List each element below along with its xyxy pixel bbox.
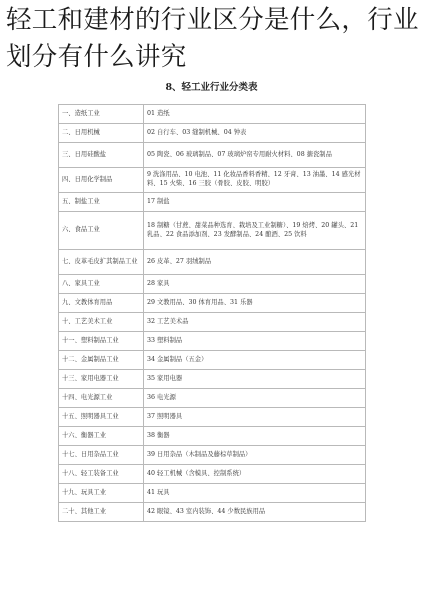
table-row [59,294,366,313]
table-row [59,168,366,193]
table-row [59,351,366,370]
table-row [59,370,366,389]
products-cell: 36 电光源 [144,389,366,408]
industry-cell: 一、造纸工业 [59,105,144,124]
products-cell: 41 玩具 [144,484,366,503]
industry-cell: 十七、日用杂品工业 [59,446,144,465]
industry-cell: 六、食品工业 [59,212,144,250]
industry-cell: 四、日用化学制品 [59,168,144,193]
table-row [59,446,366,465]
table-row [59,124,366,143]
article-headline: 轻工和建材的行业区分是什么，行业划分有什么讲究 [6,5,419,72]
industry-cell: 十六、衡器工业 [59,427,144,446]
table-row [59,503,366,522]
industry-cell: 十五、照明器具工业 [59,408,144,427]
industry-cell: 十八、轻工装备工业 [59,465,144,484]
industry-cell: 十九、玩具工业 [59,484,144,503]
table-row [59,389,366,408]
industry-cell: 十二、金属制品工业 [59,351,144,370]
industry-cell: 十一、塑料制品工业 [59,332,144,351]
industry-cell: 五、制盐工业 [59,193,144,212]
products-cell: 34 金属制品（五金） [144,351,366,370]
table-row [59,212,366,250]
products-cell: 26 皮革、27 羽绒制品 [144,250,366,275]
table-row [59,332,366,351]
products-cell: 39 日用杂品（木制品及藤棕草制品） [144,446,366,465]
table-row [59,465,366,484]
industry-cell: 二、日用机械 [59,124,144,143]
table-title: 8、轻工业行业分类表 [165,82,258,93]
table-row [59,313,366,332]
industry-cell: 十、工艺美术工业 [59,313,144,332]
products-cell: 9 洗涤用品、10 电池、11 化妆品香料香精、12 牙膏、13 油墨、14 感光材料、15 火柴、16 三胶（骨胶、皮胶、明胶） [144,168,366,193]
industry-cell: 十四、电光源工业 [59,389,144,408]
products-cell: 01 造纸 [144,105,366,124]
table-row [59,193,366,212]
products-cell: 17 制盐 [144,193,366,212]
table-row [59,250,366,275]
industry-classification-table [58,104,366,522]
industry-cell: 十三、家用电器工业 [59,370,144,389]
industry-cell: 九、文教体育用品 [59,294,144,313]
products-cell: 18 制糖（甘蔗、甜菜品种选育、栽培及工业制糖）、19 焙烤、20 罐头、21 乳品、22 食品添加剂、23 发酵制品、24 酿酒、25 饮料 [144,212,366,250]
table-row [59,427,366,446]
table-row [59,105,366,124]
industry-cell: 八、家具工业 [59,275,144,294]
products-cell: 29 文教用品、30 体育用品、31 乐器 [144,294,366,313]
products-cell: 32 工艺美术品 [144,313,366,332]
products-cell: 38 衡器 [144,427,366,446]
products-cell: 05 陶瓷、06 玻璃制品、07 玻璃炉窑专用耐火材料、08 搪瓷制品 [144,143,366,168]
table-row [59,275,366,294]
products-cell: 37 照明器具 [144,408,366,427]
table-row [59,484,366,503]
table-row [59,143,366,168]
products-cell: 28 家具 [144,275,366,294]
industry-cell: 二十、其他工业 [59,503,144,522]
products-cell: 40 轻工机械（含模具、控制系统） [144,465,366,484]
products-cell: 42 眼镜、43 室内装饰、44 少数民族用品 [144,503,366,522]
industry-cell: 三、日用硅酸盐 [59,143,144,168]
table-row [59,408,366,427]
industry-cell: 七、皮革毛皮扩其制品工业 [59,250,144,275]
products-cell: 33 塑料制品 [144,332,366,351]
products-cell: 02 自行车、03 缝制机械、04 钟表 [144,124,366,143]
products-cell: 35 家用电器 [144,370,366,389]
